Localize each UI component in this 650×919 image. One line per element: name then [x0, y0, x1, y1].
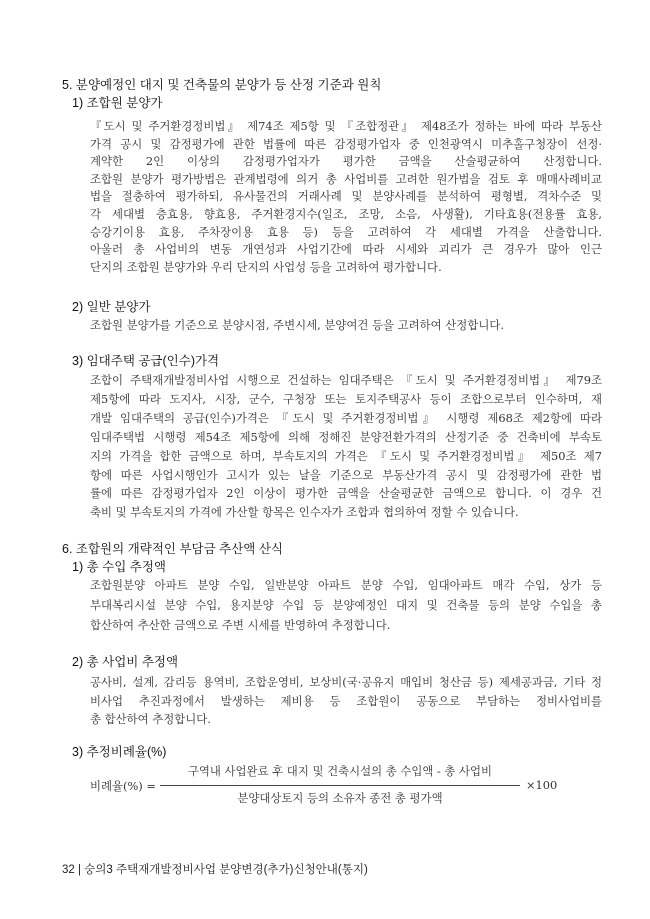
text-line: 단지의 조합원 분양가와 우리 단지의 사업성 등을 고려하여 평가합니다. [90, 259, 442, 274]
text-line: 아울러 총 사업비의 변동 개연성과 사업기간에 따라 시세와 괴리가 큰 경우가 많아 인근 [90, 242, 602, 257]
section-5-3-body [90, 371, 602, 522]
formula-denominator: 분양대상토지 등의 소유자 종전 총 평가액 [237, 791, 443, 805]
text-line: 조합원분양 아파트 분양 수입, 일반분양 아파트 분양 수입, 임대아파트 매각 수입, 상가 등 [90, 578, 602, 592]
text-line: 조합이 주택재개발정비사업 시행으로 건설하는 임대주택은 『도시 및 주거환경정비법』 제79조 [90, 373, 602, 387]
text-line: 조합원 분양가 평가방법은 관계법령에 의거 총 사업비를 고려한 원가법을 검토 후 매매사례비교 [90, 171, 602, 186]
section-6-1-body [90, 575, 602, 635]
section-5-2-body [90, 316, 602, 334]
section-6-3-title: 3) 추정비례율(%) [72, 745, 167, 759]
text-line: 제5항에 따라 도지사, 시장, 군수, 구청장 또는 토지주택공사 등이 조합으로부터 인수하며, 재 [90, 391, 602, 406]
text-line: 비사업 추진과정에서 발생하는 제비용 등 조합원이 공동으로 부담하는 정비사업비를 [90, 693, 602, 708]
text-line: 공사비, 설계, 감리등 용역비, 조합운영비, 보상비(국·공유지 매입비 청산금 등) 제세공과금, 기타 정 [90, 675, 602, 689]
text-line: 률에 따른 감정평가업자 2인 이상이 평가한 금액을 산술평균한 금액으로 합니다. 이 경우 건 [90, 486, 602, 501]
section-5-1-body [90, 118, 602, 276]
text-line: 총 합산하여 추정합니다. [90, 712, 211, 726]
text-line: 승강기이용 효용, 주차장이용 효용 등) 등을 고려하여 각 세대별 가격을 산출합니다. [90, 224, 602, 239]
text-line: 항에 따른 사업시행인가 고시가 있는 날을 기준으로 부동산가격 공시 및 감정평가에 관한 법 [90, 467, 602, 482]
fraction-bar [160, 785, 520, 786]
page-footer: 32 | 숭의3 주택재개발정비사업 분양변경(추가)신청안내(통지) [62, 864, 368, 876]
section-5-1-title: 1) 조합원 분양가 [72, 96, 163, 110]
text-line: 계약한 2인 이상의 감정평가업자가 평가한 금액을 산술평균하여 산정합니다. [90, 154, 602, 169]
text-line: 법을 절충하여 평가하되, 유사물건의 거래사례 및 분양사례를 분석하여 평형별, 격차수준 및 [90, 189, 602, 204]
text-line: 임대주택법 시행령 제54조 제5항에 의해 정해진 분양전환가격의 산정기준 중 건축비에 부속토 [90, 429, 602, 444]
text-line: 조합원 분양가를 기준으로 분양시점, 주변시세, 분양여건 등을 고려하여 산정합니다. [90, 318, 504, 332]
section-5-title: 5. 분양예정인 대지 및 건축물의 분양가 등 산정 기준과 원칙 [62, 78, 382, 92]
text-line: 부대복리시설 분양 수입, 용지분양 수입 등 분양예정인 대지 및 건축물 등의 분양 수입을 총 [90, 598, 602, 612]
text-line: 『도시 및 주거환경정비법』 제74조 제5항 및 『조합정관』 제48조가 정하는 바에 따라 부동산 [90, 119, 602, 133]
text-line: 각 세대별 층효용, 향효용, 주거환경지수(일조, 조망, 소음, 사생활), 기타효용(전용률 효용, [90, 206, 602, 221]
section-6-1-title: 1) 총 수입 추정액 [72, 560, 166, 574]
section-6-2-title: 2) 총 사업비 추정액 [72, 655, 179, 669]
text-line: 합산하여 추산한 금액으로 주변 시세를 반영하여 추정합니다. [90, 618, 391, 632]
section-5-2-title: 2) 일반 분양가 [72, 300, 151, 314]
section-6-title: 6. 조합원의 개략적인 부담금 추산액 산식 [62, 542, 283, 556]
formula-multiplier: ×100 [526, 778, 558, 792]
section-6-2-body [90, 673, 602, 729]
formula-label: 비례율(%) = [90, 779, 156, 793]
text-line: 지의 가격을 합한 금액으로 하며, 부속토지의 가격은 『도시 및 주거환경정비법』 제50조 제7 [90, 448, 602, 463]
text-line: 축비 및 부속토지의 가격에 가산할 항목은 인수자가 조합과 협의하여 정할 수 있습니다. [90, 505, 519, 520]
ratio-formula [90, 760, 570, 810]
formula-numerator: 구역내 사업완료 후 대지 및 건축시설의 총 수입액 - 총 사업비 [187, 764, 493, 778]
section-5-3-title: 3) 임대주택 공급(인수)가격 [72, 354, 220, 368]
text-line: 개발 임대주택의 공급(인수)가격은 『도시 및 주거환경정비법』 시행령 제68조 제2항에 따라 [90, 410, 602, 425]
text-line: 가격 공시 및 감정평가에 관한 법률에 따른 감정평가업자 중 인천광역시 미추홀구청장이 선정· [90, 136, 602, 151]
